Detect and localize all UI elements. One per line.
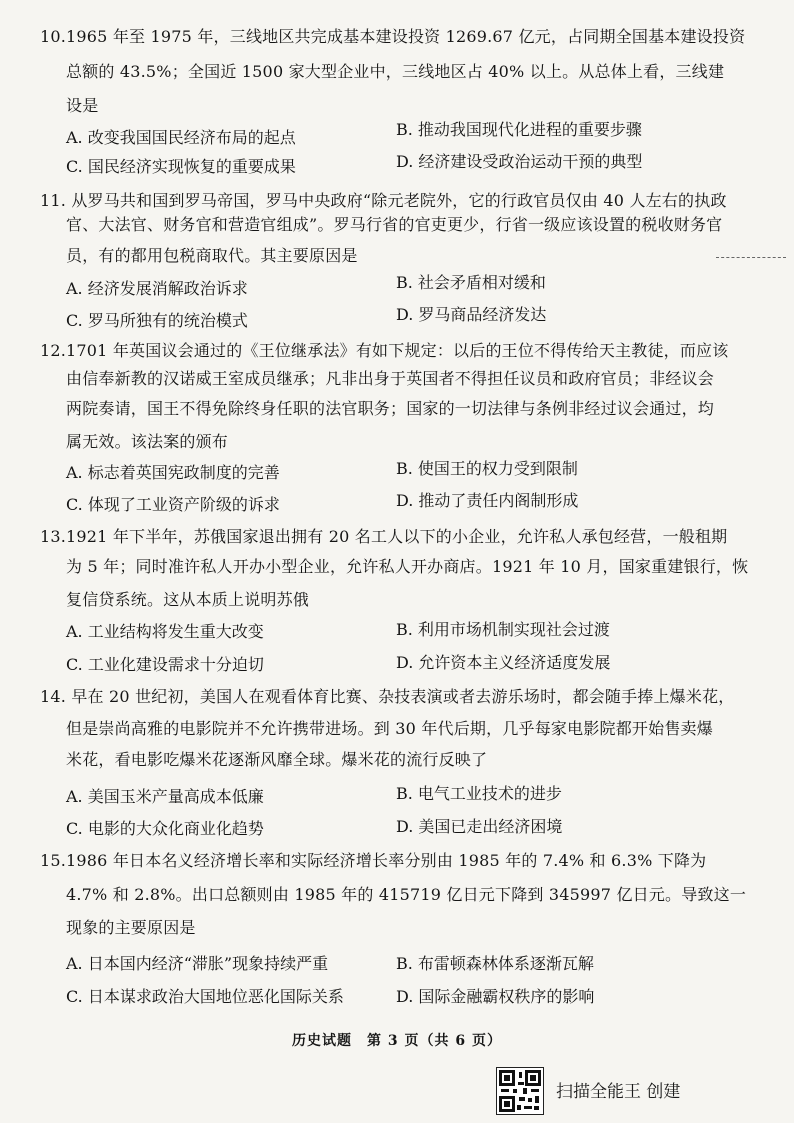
question-stem-line: 13.1921 年下半年，苏俄国家退出拥有 20 名工人以下的小企业，允许私人承包经营，一般租期 [40, 527, 728, 546]
option-c: C. 工业化建设需求十分迫切 [66, 655, 264, 674]
question-stem-line: 官、大法官、财务官和营造官组成”。罗马行省的官吏更少，行省一级应该设置的税收财务官 [66, 215, 723, 234]
question-stem-line: 12.1701 年英国议会通过的《王位继承法》有如下规定：以后的王位不得传给天主教徒，而应该 [40, 341, 729, 360]
question-stem-line: 米花，看电影吃爆米花逐渐风靡全球。爆米花的流行反映了 [66, 750, 488, 769]
page-footer: 历史试题 第 3 页（共 6 页） [292, 1033, 502, 1049]
option-c: C. 日本谋求政治大国地位恶化国际关系 [66, 987, 344, 1006]
question-stem-line: 设是 [66, 96, 99, 115]
option-b: B. 推动我国现代化进程的重要步骤 [396, 120, 642, 139]
option-b: B. 电气工业技术的进步 [396, 784, 562, 803]
option-d: D. 国际金融霸权秩序的影响 [396, 987, 595, 1006]
question-stem-line: 属无效。该法案的颁布 [66, 432, 229, 451]
question-stem-line: 4.7% 和 2.8%。出口总额则由 1985 年的 415719 亿日元下降到 345997 亿日元。导致这一 [66, 885, 747, 904]
question-stem-line: 但是崇尚高雅的电影院并不允许携带进场。到 30 年代后期，几乎每家电影院都开始售卖爆 [66, 719, 713, 738]
question-stem-line: 14. 早在 20 世纪初，美国人在观看体育比赛、杂技表演或者去游乐场时，都会随手捧上爆米花， [40, 687, 735, 706]
option-b: B. 使国王的权力受到限制 [396, 459, 578, 478]
margin-dash-mark [716, 257, 786, 259]
question-stem-line: 由信奉新教的汉诺威王室成员继承；凡非出身于英国者不得担任议员和政府官员；非经议会 [66, 369, 715, 388]
qr-code-icon [496, 1067, 544, 1115]
question-stem-line: 复信贷系统。这从本质上说明苏俄 [66, 590, 310, 609]
option-a: A. 改变我国国民经济布局的起点 [66, 128, 296, 147]
option-a: A. 美国玉米产量高成本低廉 [66, 787, 264, 806]
option-b: B. 利用市场机制实现社会过渡 [396, 620, 610, 639]
option-d: D. 罗马商品经济发达 [396, 305, 547, 324]
question-stem-line: 11. 从罗马共和国到罗马帝国，罗马中央政府“除元老院外，它的行政官员仅由 40 人左右的执政 [40, 191, 727, 210]
option-d: D. 美国已走出经济困境 [396, 817, 563, 836]
question-stem-line: 员，有的都用包税商取代。其主要原因是 [66, 246, 358, 265]
question-stem-line: 两院奏请，国王不得免除终身任职的法官职务；国家的一切法律与条例非经过议会通过，均 [66, 399, 715, 418]
option-d: D. 经济建设受政治运动干预的典型 [396, 152, 643, 171]
scanner-watermark: 扫描全能王 创建 [556, 1082, 681, 1102]
question-stem-line: 15.1986 年日本名义经济增长率和实际经济增长率分别由 1985 年的 7.4% 和 6.3% 下降为 [40, 851, 707, 870]
option-b: B. 布雷顿森林体系逐渐瓦解 [396, 954, 594, 973]
question-stem-line: 10.1965 年至 1975 年，三线地区共完成基本建设投资 1269.67 亿元，占同期全国基本建设投资 [40, 27, 746, 46]
option-b: B. 社会矛盾相对缓和 [396, 273, 546, 292]
option-a: A. 日本国内经济“滞胀”现象持续严重 [66, 954, 329, 973]
option-d: D. 允许资本主义经济适度发展 [396, 653, 611, 672]
question-stem-line: 为 5 年；同时准许私人开办小型企业，允许私人开办商店。1921 年 10 月，国家重建银行，恢 [66, 557, 749, 576]
option-c: C. 电影的大众化商业化趋势 [66, 819, 264, 838]
option-a: A. 工业结构将发生重大改变 [66, 622, 264, 641]
option-d: D. 推动了责任内阁制形成 [396, 491, 579, 510]
option-a: A. 经济发展消解政治诉求 [66, 279, 248, 298]
option-c: C. 国民经济实现恢复的重要成果 [66, 157, 296, 176]
question-stem-line: 总额的 43.5%；全国近 1500 家大型企业中，三线地区占 40% 以上。从总体上看，三线建 [66, 62, 725, 81]
option-a: A. 标志着英国宪政制度的完善 [66, 463, 280, 482]
question-stem-line: 现象的主要原因是 [66, 918, 196, 937]
option-c: C. 罗马所独有的统治模式 [66, 311, 248, 330]
option-c: C. 体现了工业资产阶级的诉求 [66, 495, 280, 514]
